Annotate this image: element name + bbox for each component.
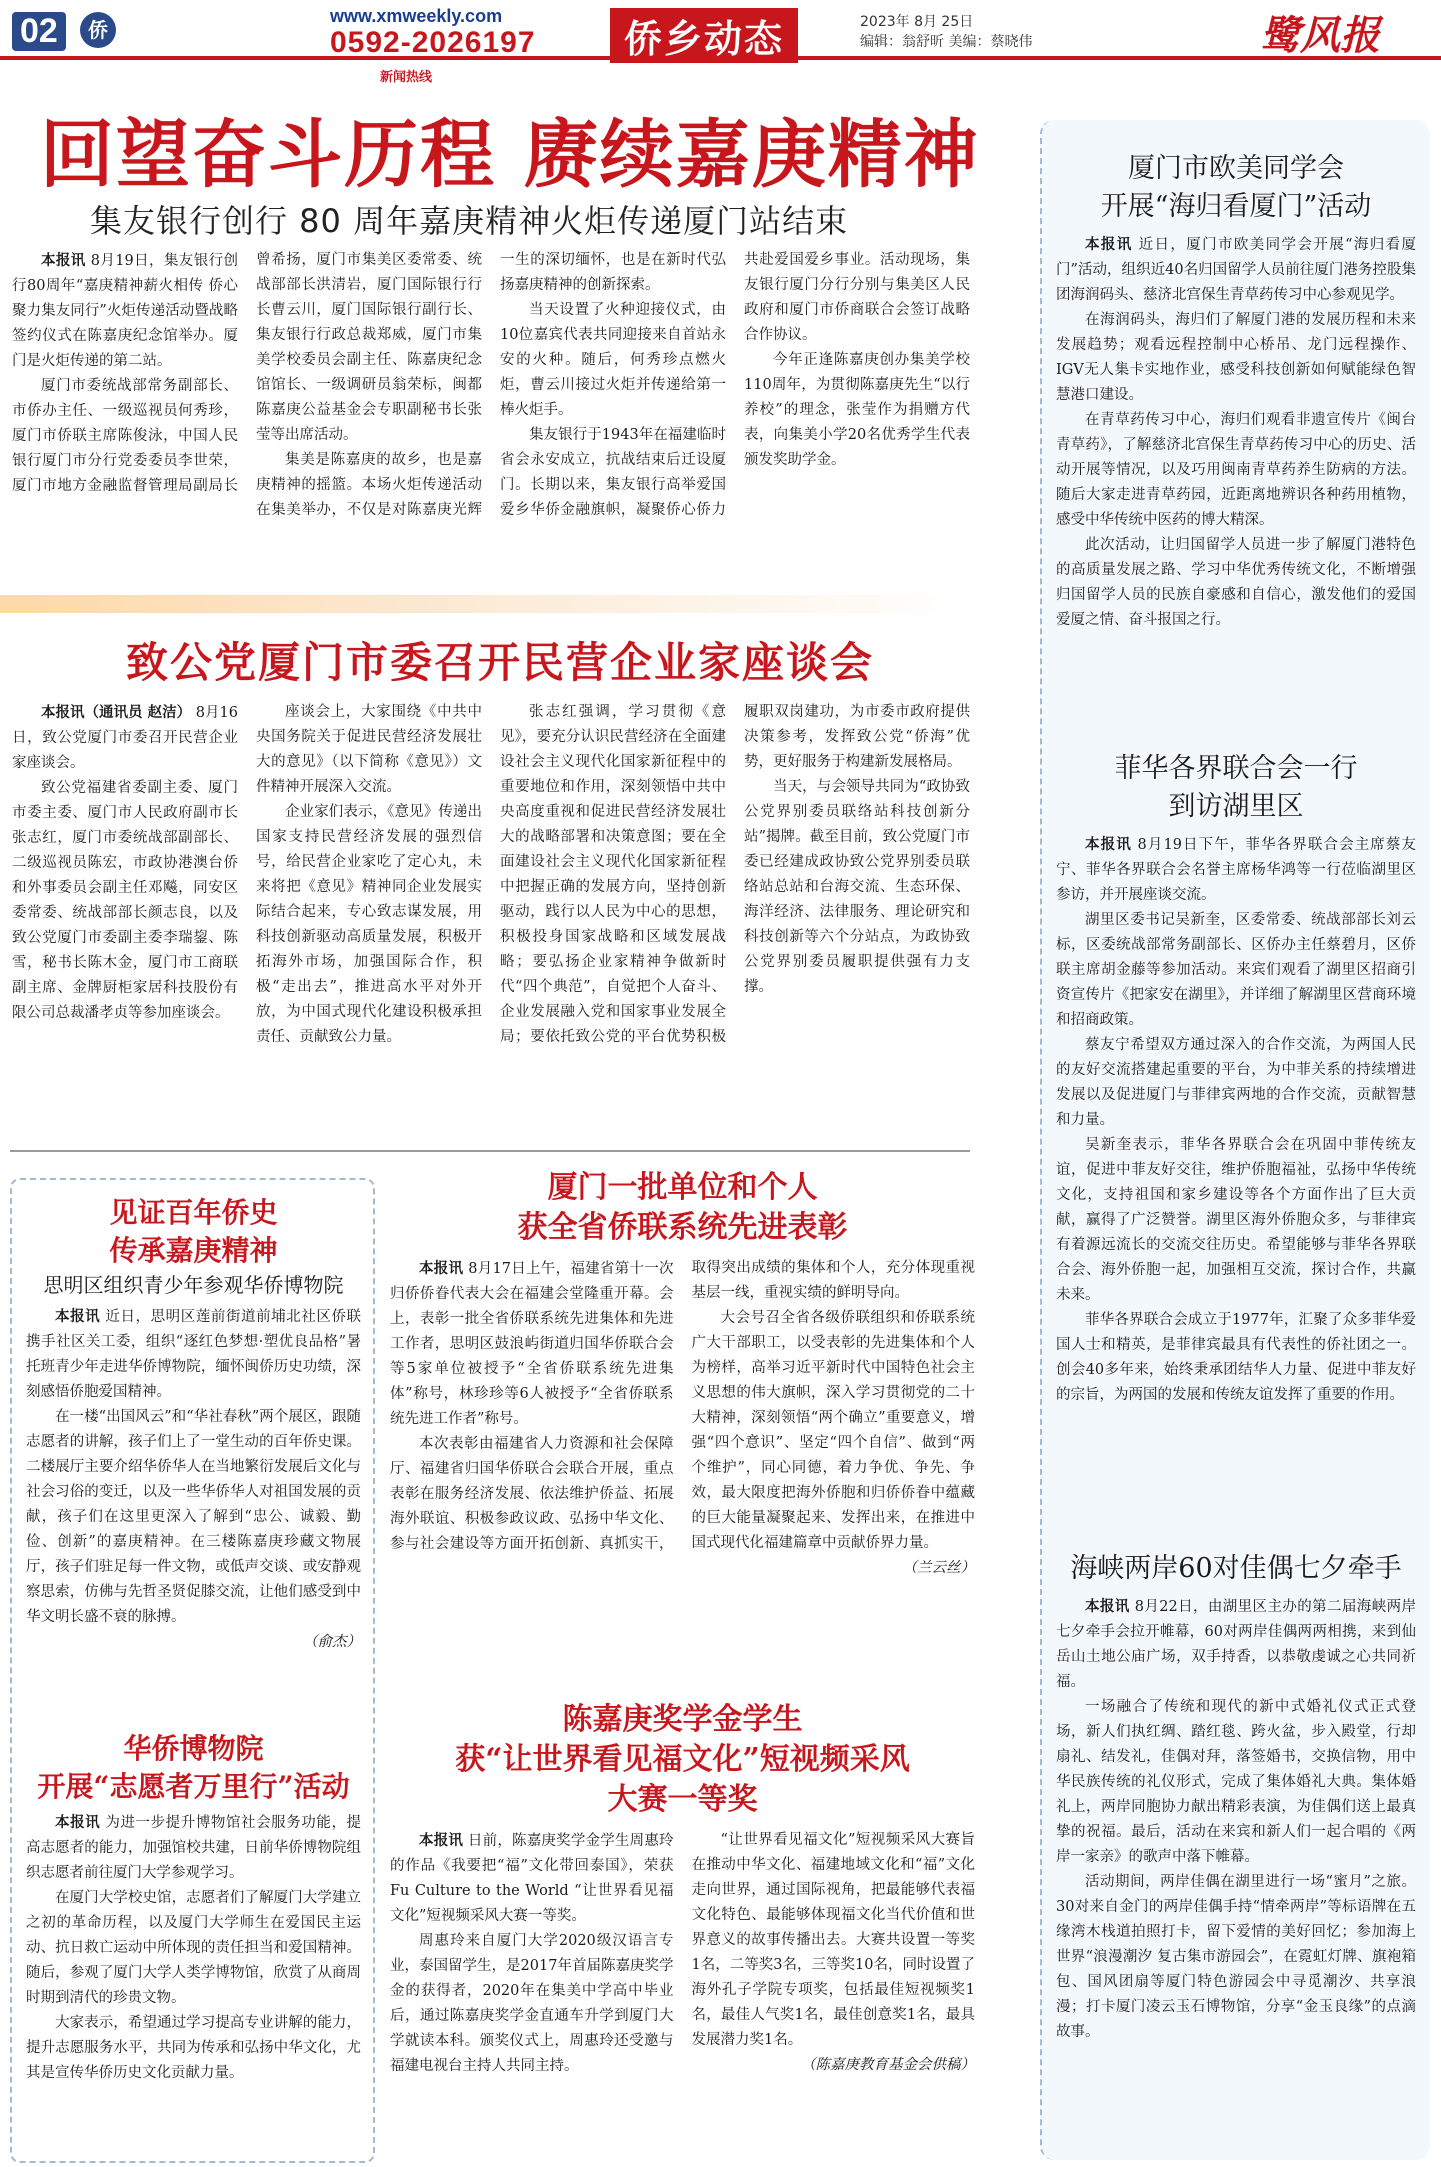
- byline: 本报讯: [1085, 1598, 1130, 1615]
- second-paragraph: 当天，与会领导共同为“政协致公党界别委员联络站科技创新分站”揭牌。截至目前，致公党厦门市委已经建成政协致公党界别委员联络站总站和台海交流、生态环保、海洋经济、法律服务、理论研究和科技创新等六个分站点，为政协致公党界别委员履职提供强有力支撑。: [744, 779, 970, 995]
- middle-paragraph: 本报讯 日前，陈嘉庚奖学金学生周惠玲的作品《我要把“福”文化带回泰国》，荣获Fu Culture to the World “让世界看见福文化”短视频采风大赛一等奖。: [390, 1832, 674, 1924]
- sidebar-paragraph: 湖里区委书记吴新奎，区委常委、统战部部长刘云标，区委统战部常务副部长、区侨办主任蔡碧月，区侨联主席胡金藤等参加活动。来宾们观看了湖里区招商引资宣传片《把家安在湖里》，并详细了解湖里区营商环境和招商政策。: [1056, 912, 1416, 1028]
- sidebar-article-alumni: [1056, 150, 1416, 633]
- lead-paragraph: 本报讯 8月19日，集友银行创行80周年“嘉庚精神薪火相传 侨心聚力集友同行”火炬传递活动暨战略签约仪式在陈嘉庚纪念馆举办。厦门是火炬传递的第二站。: [12, 252, 238, 369]
- sidebar-paragraph: 此次活动，让归国留学人员进一步了解厦门港特色的高质量发展之路、学习中华优秀传统文化，不断增强归国留学人员的民族自豪感和自信心，激发他们的爱国爱厦之情、奋斗报国之行。: [1056, 537, 1416, 628]
- article-credit: （俞杰）: [303, 1634, 361, 1650]
- newspaper-logo: 鹭风报: [1260, 12, 1380, 59]
- issue-meta: [860, 12, 1032, 52]
- sidebar-paragraph: 本报讯 8月19日下午，菲华各界联合会主席蔡友宁、菲华各界联合会名誉主席杨华鸿等一行莅临湖里区参访，并开展座谈交流。: [1056, 836, 1417, 903]
- sidebar-paragraph: 菲华各界联合会成立于1977年，汇聚了众多菲华爱国人士和精英，是菲律宾最具有代表性的侨社团之一。创会40多年来，始终秉承团结华人力量、促进中菲友好的宗旨，为两国的发展和传统友谊发挥了重要的作用。: [1056, 1312, 1416, 1403]
- sidebar-paragraph: 本报讯 8月22日，由湖里区主办的第二届海峡两岸七夕牵手会拉开帷幕，60对两岸佳偶两两相携，来到仙岳山土地公庙广场，双手持香，以恭敬虔诚之心共同祈福。: [1056, 1598, 1416, 1690]
- middle-headline: 厦门一批单位和个人: [547, 1170, 818, 1205]
- hotline-phone: 0592-2026197: [330, 26, 536, 59]
- lead-headline: 回望奋斗历程 赓续嘉庚精神: [40, 112, 980, 198]
- byline: 本报讯: [1085, 836, 1132, 853]
- middle-headline: 获“让世界看见福文化”短视频采风: [455, 1742, 910, 1777]
- byline: 本报讯: [1085, 236, 1133, 253]
- left-paragraph: 本报讯 为进一步提升博物馆社会服务功能，提高志愿者的能力，加强馆校共建，日前华侨博物院组织志愿者前往厦门大学参观学习。: [26, 1814, 362, 1881]
- second-paragraph: 企业家们表示，《意见》传递出国家支持民营经济发展的强烈信号，给民营企业家吃了定心丸，未来将把《意见》精神同企业发展实际结合起来，专心致志谋发展，用科技创新驱动高质量发展，积极开拓海外市场，加强国际合作，积极“走出去”，推进高水平对外开放，为中国式现代化建设积极承担责任、贡献致公力量。: [256, 804, 482, 1045]
- left-headline: 见证百年侨史: [109, 1196, 278, 1229]
- left-article-volunteers: [26, 1730, 361, 2086]
- sidebar-paragraph: 一场融合了传统和现代的新中式婚礼仪式正式登场，新人们执红绸、踏红毯、跨火盆，步入殿堂，行却扇礼、结发礼，佳偶对拜，落签婚书，交换信物，用中华民族传统的礼仪形式，完成了集体婚礼大典。集体婚礼上，两岸同胞协力献出精彩表演，为佳偶们送上最真挚的祝福。最后，活动在来宾和新人们一起合唱的《两岸一家亲》的歌声中落下帷幕。: [1056, 1699, 1416, 1865]
- middle-paragraph: 本报讯 8月17日上午，福建省第十一次归侨侨眷代表大会在福建会堂隆重开幕。会上，表彰一批全省侨联系统先进集体和先进工作者，思明区鼓浪屿街道归国华侨联合会等5家单位被授予“全省侨联系统先进集体”称号，林珍珍等6人被授予“全省侨联系统先进工作者”称号。: [390, 1260, 674, 1427]
- sidebar-headline: 海峡两岸60对佳偶七夕牵手: [1070, 1553, 1402, 1584]
- article-credit: （兰云丝）: [902, 1560, 975, 1576]
- editor-credits: 编辑：翁舒昕 美编：蔡晓伟: [860, 34, 1033, 50]
- sidebar-article-qixi: [1056, 1550, 1416, 2045]
- left-paragraph: 在一楼“出国风云”和“华社春秋”两个展区，跟随志愿者的讲解，孩子们上了一堂生动的百年侨史课。二楼展厅主要介绍华侨华人在当地繁衍发展后文化与社会习俗的变迁，以及一些华侨华人对祖国发展的贡献，孩子们在这里更深入了解到“忠公、诚毅、勤俭、创新”的嘉庚精神。在三楼陈嘉庚珍藏文物展厅，孩子们驻足每一件文物，或低声交谈、或安静观察思索，仿佛与先哲圣贤促膝交流，让他们感受到中华文明长盛不衰的脉搏。: [26, 1409, 361, 1625]
- byline: 本报讯: [55, 1814, 101, 1831]
- lead-paragraph: 今年正逢陈嘉庚创办集美学校110周年，为贯彻陈嘉庚先生“以行养校”的理念，张莹作为捐赠方代表，向集美小学20名优秀学生代表颁发奖助学金。: [744, 352, 970, 468]
- second-article-body: [12, 700, 970, 1140]
- second-paragraph: 张志红强调，学习贯彻《意见》，要充分认识民营经济在全面建设社会主义现代化国家新征程中的重要地位和作用，深刻领悟中共中央高度重视和促进民营经济发展壮大的战略部署和决策意图；要在全面建设社会主义现代化国家新征程中把握正确的发展方向，坚持创新驱动，践行以人民为中心的思想，积极投身国家战略和区域发展战略；要弘扬企业家精神争做新时代“四个典范”，自觉把个人奋斗、企业发展融入党和国家事业发展全局；要依托致公党的平台优势积极履职双岗建功，为市委市政府提供决策参考，发挥致公党“侨海”优势，更好服务于构建新发展格局。: [500, 704, 970, 1045]
- second-paragraph: 座谈会上，大家围绕《中共中央国务院关于促进民营经济发展壮大的意见》（以下简称《意见》）文件精神开展深入交流。: [256, 704, 482, 795]
- section-divider: [10, 1150, 970, 1152]
- left-paragraph: 本报讯 近日，思明区莲前街道前埔北社区侨联携手社区关工委，组织“逐红色梦想·塑优良品格”暑托班青少年走进华侨博物院，缅怀闽侨历史功绩，深刻感悟侨胞爱国精神。: [26, 1308, 362, 1400]
- sidebar-panel: [1040, 120, 1430, 2160]
- hotline-label: 新闻热线: [380, 70, 433, 85]
- sidebar-paragraph: 活动期间，两岸佳偶在湖里进行一场“蜜月”之旅。30对来自金门的两岸佳偶手持“情牵两岸”等标语牌在五缘湾木栈道拍照打卡，留下爱情的美好回忆；参加海上世界“浪漫潮汐 复古集市游园会”，在霓虹灯牌、旗袍箱包、国风团扇等厦门特色游园会中寻觅潮汐、共享浪漫；打卡厦门凌云玉石博物馆，分享“金玉良缘”的点滴故事。: [1056, 1874, 1416, 2040]
- middle-headline: 陈嘉庚奖学金学生: [562, 1702, 803, 1737]
- sidebar-paragraph: 本报讯 近日，厦门市欧美同学会开展“海归看厦门”活动，组织近40名归国留学人员前往厦门港务控股集团海润码头、慈济北宫保生青草药传习中心参观见学。: [1056, 236, 1417, 303]
- sidebar-paragraph: 在海润码头，海归们了解厦门港的发展历程和未来发展趋势；观看远程控制中心桥吊、龙门远程操作、IGV无人集卡实地作业，感受科技创新如何赋能绿色智慧港口建设。: [1056, 312, 1416, 403]
- middle-paragraph: 周惠玲来自厦门大学2020级汉语言专业，泰国留学生，是2017年首届陈嘉庚奖学金的获得者，2020年在集美中学高中毕业后，通过陈嘉庚奖学金直通车升学到厦门大学就读本科。颁奖仪式上，周惠玲还受邀与福建电视台主持人共同主持。: [390, 1933, 674, 2074]
- article-credit: （陈嘉庚教育基金会供稿）: [801, 2057, 975, 2073]
- middle-paragraph: 大会号召全省各级侨联组织和侨联系统广大干部职工，以受表彰的先进集体和个人为榜样，高举习近平新时代中国特色社会主义思想的伟大旗帜，深入学习贯彻党的二十大精神，深刻领悟“两个确立”重要意义，增强“四个意识”、坚定“四个自信”、做到“两个维护”，同心同德，着力争优、争先、争效，最大限度把海外侨胞和归侨侨眷中蕴藏的巨大能量凝聚起来、发挥出来，在推进中国式现代化福建篇章中贡献侨界力量。: [691, 1310, 975, 1551]
- section-badge: 侨: [80, 12, 116, 48]
- sidebar-article-federation: [1056, 750, 1416, 1408]
- left-headline: 传承嘉庚精神: [109, 1234, 278, 1267]
- page-number: 02: [12, 12, 66, 51]
- sidebar-paragraph: 蔡友宁希望双方通过深入的合作交流，为两国人民的友好交流搭建起重要的平台，为中菲关系的持续增进发展以及促进厦门与菲律宾两地的合作交流，贡献智慧和力量。: [1056, 1037, 1416, 1128]
- lead-article-body: [12, 248, 970, 593]
- lead-paragraph: 当天设置了火种迎接仪式，由10位嘉宾代表共同迎接来自首站永安的火种。随后，何秀珍点燃火炬，曹云川接过火炬并传递给第一棒火炬手。: [500, 302, 726, 418]
- left-headline: 华侨博物院: [123, 1732, 264, 1765]
- middle-headline: 大赛一等奖: [607, 1782, 758, 1817]
- sidebar-headline: 厦门市欧美同学会: [1128, 153, 1344, 184]
- byline: 本报讯（通讯员 赵洁）: [41, 704, 192, 721]
- second-paragraph: 本报讯（通讯员 赵洁） 8月16日，致公党厦门市委召开民营企业家座谈会。: [12, 704, 238, 771]
- byline: 本报讯: [41, 252, 86, 269]
- sidebar-headline: 到访湖里区: [1168, 791, 1304, 822]
- sidebar-headline: 菲华各界联合会一行: [1114, 753, 1358, 784]
- middle-headline: 获全省侨联系统先进表彰: [517, 1210, 848, 1245]
- left-headline: 开展“志愿者万里行”活动: [37, 1770, 350, 1803]
- sidebar-headline: 开展“海归看厦门”活动: [1100, 191, 1372, 222]
- second-paragraph: 致公党福建省委副主委、厦门市委主委、厦门市人民政府副市长张志红，厦门市委统战部副部长、二级巡视员陈宏，市政协港澳台侨和外事委员会副主任邓飚，同安区委常委、统战部部长颜志良，以及致公党厦门市委副主委李瑞鋆、陈雪，秘书长陈木金，厦门市工商联副主席、金牌厨柜家居科技股份有限公司总裁潘孝贞等参加座谈会。: [12, 780, 238, 1021]
- issue-date: 2023年 8月 25日: [860, 14, 974, 30]
- left-column-box: [10, 1178, 375, 2163]
- left-subheadline: 思明区组织青少年参观华侨博物院: [43, 1273, 344, 1297]
- lead-subheadline: 集友银行创行 80 周年嘉庚精神火炬传递厦门站结束: [90, 202, 849, 240]
- byline: 本报讯: [419, 1260, 464, 1277]
- website-url[interactable]: www.xmweekly.com: [330, 6, 503, 26]
- left-paragraph: 大家表示，希望通过学习提高专业讲解的能力，提升志愿服务水平，共同为传承和弘扬中华文化，尤其是宣传华侨历史文化贡献力量。: [26, 2015, 361, 2081]
- byline: 本报讯: [55, 1308, 101, 1325]
- middle-paragraph: 本次表彰由福建省人力资源和社会保障厅、福建省归国华侨联合会联合开展，重点表彰在服务经济发展、依法维护侨益、拓展海外联谊、积极参政议政、弘扬中华文化、参与社会建设等方面开拓创新、真抓实干，取得突出成绩的集体和个人，充分体现重视基层一线，重视实绩的鲜明导向。: [390, 1260, 975, 1552]
- middle-article-awards: [390, 1168, 975, 1736]
- lead-paragraph: 厦门市委统战部常务副部长、市侨办主任、一级巡视员何秀珍，厦门市侨联主席陈俊泳，中国人民银行厦门市分行党委委员李世荣，厦门市地方金融监督管理局副局长曾希扬，厦门市集美区委常委、统战部部长洪清岩，厦门国际银行行长曹云川，厦门国际银行副行长、集友银行行政总裁郑威，厦门市集美学校委员会副主任、陈嘉庚纪念馆馆长、一级调研员翁荣标，闽都陈嘉庚公益基金会专职副秘书长张莹等出席活动。: [12, 252, 482, 494]
- second-headline: 致公党厦门市委召开民营企业家座谈会: [125, 638, 874, 687]
- middle-article-scholarship: [390, 1700, 975, 2158]
- byline: 本报讯: [419, 1832, 464, 1849]
- sidebar-paragraph: 吴新奎表示，菲华各界联合会在巩固中菲传统友谊，促进中菲友好交往，维护侨胞福祉，弘扬中华传统文化，支持祖国和家乡建设等各个方面作出了巨大贡献，赢得了广泛赞誉。湖里区海外侨胞众多，与菲律宾有着源远流长的交流交往历史。希望能够与菲华各界联合会、海外侨胞一起，加强相互交流，探讨合作，共赢未来。: [1056, 1137, 1416, 1303]
- sidebar-paragraph: 在青草药传习中心，海归们观看非遗宣传片《闽台青草药》，了解慈济北宫保生青草药传习中心的历史、活动开展等情况，以及巧用闽南青草药养生防病的方法。随后大家走进青草药园，近距离地辨识各种药用植物，感受中华传统中医药的博大精深。: [1056, 412, 1416, 528]
- lead-paragraph: 集友银行于1943年在福建临时省会永安成立，抗战结束后迁设厦门。长期以来，集友银行高举爱国爱乡华侨金融旗帜，凝聚侨心侨力共赴爱国爱乡事业。活动现场，集友银行厦门分行分别与集美区人民政府和厦门市侨商联合会签订战略合作协议。: [500, 252, 970, 518]
- middle-paragraph: “让世界看见福文化”短视频采风大赛旨在推动中华文化、福建地域文化和“福”文化走向世界，通过国际视角，把最能够代表福文化特色、最能够体现福文化当代价值和世界意义的故事传播出去。大赛共设置一等奖1名，二等奖3名，三等奖10名，同时设置了海外孔子学院专项奖，包括最佳短视频奖1名，最佳人气奖1名，最佳创意奖1名，最具发展潜力奖1名。: [691, 1832, 975, 2048]
- section-title: 侨乡动态: [610, 8, 798, 63]
- lead-paragraph: 集美是陈嘉庚的故乡，也是嘉庚精神的摇篮。本场火炬传递活动在集美举办，不仅是对陈嘉庚光辉一生的深切缅怀，也是在新时代弘扬嘉庚精神的创新探索。: [256, 252, 726, 518]
- left-paragraph: 在厦门大学校史馆，志愿者们了解厦门大学建立之初的革命历程，以及厦门大学师生在爱国民主运动、抗日救亡运动中所体现的责任担当和爱国精神。随后，参观了厦门大学人类学博物馆，欣赏了从商周时期到清代的珍贵文物。: [26, 1890, 361, 2006]
- left-article-museum-visit: [26, 1194, 361, 1655]
- decorative-band: [0, 595, 970, 613]
